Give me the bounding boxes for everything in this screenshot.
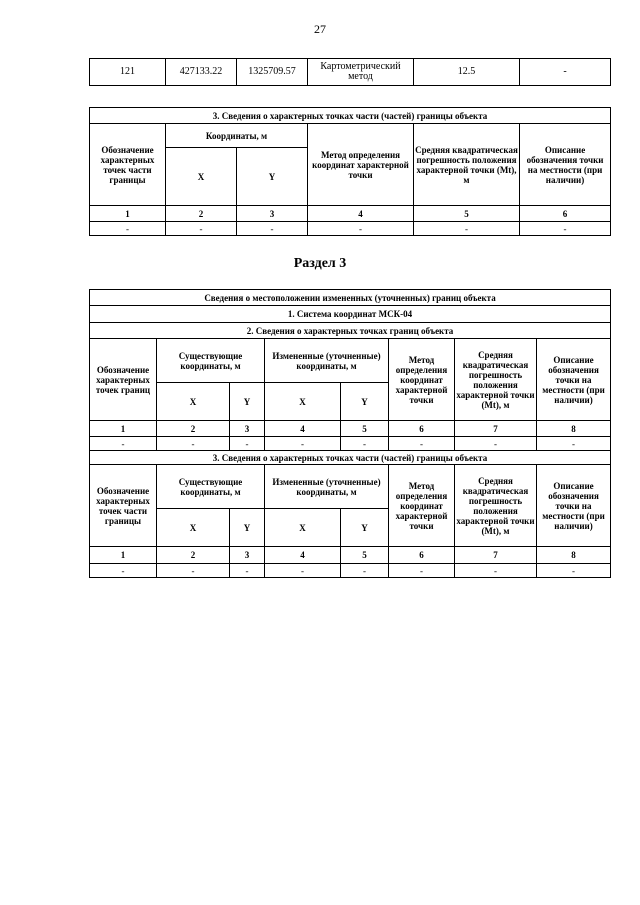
table-cell: - xyxy=(341,564,389,578)
column-number: 6 xyxy=(389,421,455,437)
column-number: 3 xyxy=(230,421,265,437)
column-number: 5 xyxy=(414,206,520,222)
header-designation: Обозначение характерных точек части границы xyxy=(90,465,157,547)
header-y: Y xyxy=(341,509,389,547)
table-cell: - xyxy=(520,59,611,86)
column-number: 5 xyxy=(341,547,389,564)
table-cell: - xyxy=(537,437,611,451)
subsection-title-row xyxy=(90,451,611,465)
header-x: X xyxy=(157,509,230,547)
header-method: Метод определения координат характерной точки xyxy=(389,465,455,547)
column-number: 2 xyxy=(157,421,230,437)
column-number: 1 xyxy=(90,421,157,437)
header-method: Метод определения координат характерной точки xyxy=(389,339,455,421)
header-y: Y xyxy=(230,509,265,547)
table-cell: - xyxy=(157,564,230,578)
table-cell: 1325709.57 xyxy=(237,59,308,86)
header-mt: Средняя квадратическая погрешность положения характерной точки (Mt), м xyxy=(414,124,520,206)
header-changed-coords: Измененные (уточненные) координаты, м xyxy=(265,465,389,509)
column-number: 1 xyxy=(90,547,157,564)
table-cell: - xyxy=(230,564,265,578)
table-cell: - xyxy=(265,437,341,451)
column-number: 5 xyxy=(341,421,389,437)
header-desc: Описание обозначения точки на местности (при наличии) xyxy=(537,339,611,421)
table-header-row xyxy=(90,465,611,509)
column-number: 1 xyxy=(90,206,166,222)
column-number: 7 xyxy=(455,547,537,564)
column-number: 3 xyxy=(237,206,308,222)
table-title: 3. Сведения о характерных точках части (частей) границы объекта xyxy=(90,108,611,124)
table-cell: - xyxy=(341,437,389,451)
table-cell: - xyxy=(230,437,265,451)
table-title: Сведения о местоположении измененных (уточненных) границ объекта xyxy=(90,290,611,306)
table-cell: 121 xyxy=(90,59,166,86)
table-cell: - xyxy=(389,564,455,578)
column-number: 3 xyxy=(230,547,265,564)
table-cell: - xyxy=(166,222,237,236)
table-cell: - xyxy=(90,564,157,578)
column-number-row xyxy=(90,206,611,222)
header-x: X xyxy=(265,509,341,547)
column-number: 8 xyxy=(537,547,611,564)
header-existing-coords: Существующие координаты, м xyxy=(157,339,265,383)
header-mt: Средняя квадратическая погрешность положения характерной точки (Mt), м xyxy=(455,465,537,547)
table-cell: - xyxy=(157,437,230,451)
subsection-title: 3. Сведения о характерных точках части (частей) границы объекта xyxy=(90,451,611,465)
column-number: 6 xyxy=(389,547,455,564)
header-y: Y xyxy=(230,383,265,421)
table-cell: - xyxy=(90,222,166,236)
table-cell: - xyxy=(455,437,537,451)
subsection-title-row xyxy=(90,323,611,339)
header-designation: Обозначение характерных точек части границы xyxy=(90,124,166,206)
table-header-row xyxy=(90,124,611,148)
column-number: 4 xyxy=(265,547,341,564)
table-cell: 12.5 xyxy=(414,59,520,86)
section-title: Раздел 3 xyxy=(293,256,347,271)
table-cell: - xyxy=(389,437,455,451)
column-number-row xyxy=(90,421,611,437)
coordinate-system: 1. Система координат МСК-04 xyxy=(90,306,611,323)
table-cell: - xyxy=(520,222,611,236)
column-number-row xyxy=(90,547,611,564)
header-coords: Координаты, м xyxy=(166,124,308,148)
header-y: Y xyxy=(237,148,308,206)
page-number: 27 xyxy=(314,22,326,36)
table-title-row xyxy=(90,108,611,124)
header-changed-coords: Измененные (уточненные) координаты, м xyxy=(265,339,389,383)
table-cell: - xyxy=(237,222,308,236)
table-cell: - xyxy=(265,564,341,578)
table-title-row xyxy=(90,290,611,306)
table-row xyxy=(90,59,611,86)
header-designation: Обозначение характерных точек границ xyxy=(90,339,157,421)
column-number: 6 xyxy=(520,206,611,222)
column-number: 4 xyxy=(265,421,341,437)
part-points-table xyxy=(89,107,611,236)
table-row xyxy=(90,222,611,236)
table-row xyxy=(90,437,611,451)
table-header-row xyxy=(90,339,611,383)
header-desc: Описание обозначения точки на местности (при наличии) xyxy=(520,124,611,206)
column-number: 2 xyxy=(157,547,230,564)
column-number: 2 xyxy=(166,206,237,222)
header-y: Y xyxy=(341,383,389,421)
column-number: 8 xyxy=(537,421,611,437)
header-x: X xyxy=(166,148,237,206)
table-row xyxy=(90,564,611,578)
table-cell: 427133.22 xyxy=(166,59,237,86)
changed-boundaries-table xyxy=(89,289,611,578)
header-mt: Средняя квадратическая погрешность положения характерной точки (Mt), м xyxy=(455,339,537,421)
table-cell: - xyxy=(537,564,611,578)
subsection-title: 2. Сведения о характерных точках границ объекта xyxy=(90,323,611,339)
header-x: X xyxy=(265,383,341,421)
header-desc: Описание обозначения точки на местности (при наличии) xyxy=(537,465,611,547)
column-number: 4 xyxy=(308,206,414,222)
column-number: 7 xyxy=(455,421,537,437)
coordinate-system-row xyxy=(90,306,611,323)
header-method: Метод определения координат характерной точки xyxy=(308,124,414,206)
header-existing-coords: Существующие координаты, м xyxy=(157,465,265,509)
table-cell: - xyxy=(414,222,520,236)
header-x: X xyxy=(157,383,230,421)
top-row-table xyxy=(89,58,611,86)
table-cell: - xyxy=(455,564,537,578)
table-cell: - xyxy=(308,222,414,236)
table-cell: Картометрический метод xyxy=(308,59,414,86)
table-cell: - xyxy=(90,437,157,451)
